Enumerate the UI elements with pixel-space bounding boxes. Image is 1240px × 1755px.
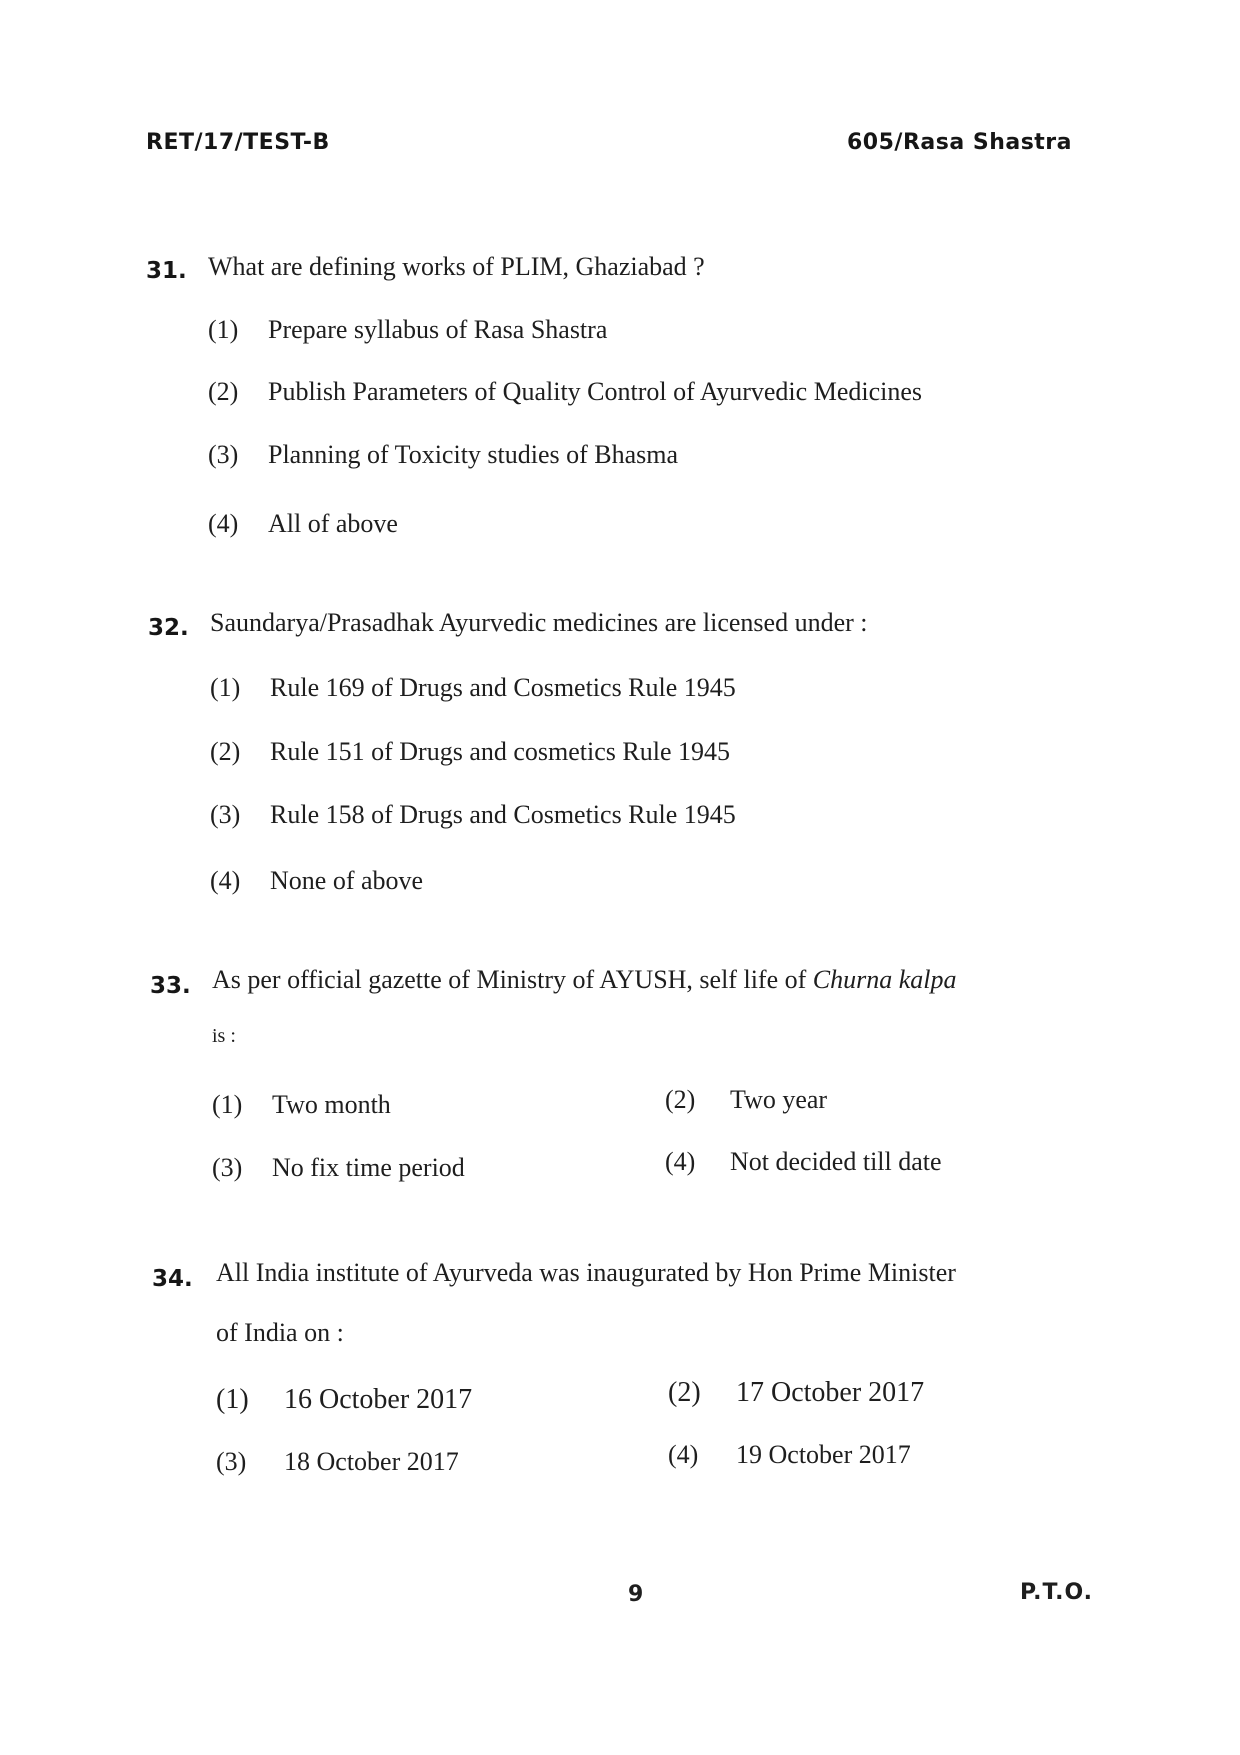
option-number: (2) [668,1377,701,1408]
question-text-italic: Churna kalpa [812,965,957,994]
option-text: No fix time period [272,1153,465,1182]
option-number: (1) [212,1090,243,1119]
option-number: (1) [210,673,241,702]
option-text: 17 October 2017 [736,1377,925,1408]
option-number: (2) [210,737,241,766]
option-number: (3) [212,1153,243,1182]
option-text: Rule 169 of Drugs and Cosmetics Rule 1945 [270,673,736,702]
option-number: (1) [216,1384,249,1415]
option-number: (2) [665,1085,696,1114]
option-text: Publish Parameters of Quality Control of Ayurvedic Medicines [268,377,922,406]
page-number: 9 [628,1582,644,1607]
question-text [212,965,957,995]
option-text: Not decided till date [730,1147,942,1176]
pto-label: P.T.O. [1020,1580,1094,1605]
subject-code: 605/Rasa Shastra [847,130,1073,155]
option-number: (3) [216,1447,247,1476]
question-text: What are defining works of PLIM, Ghaziabad ? [208,252,705,281]
option-text: 19 October 2017 [736,1440,911,1469]
option-number: (3) [208,440,239,469]
question-text-continued: of India on : [216,1318,344,1347]
option-text: All of above [268,509,398,538]
question-number: 32. [148,615,189,641]
question-text: Saundarya/Prasadhak Ayurvedic medicines are licensed under : [210,608,868,637]
option-text: 16 October 2017 [284,1384,473,1415]
option-number: (3) [210,800,241,829]
question-number: 31. [146,258,187,284]
option-text: Rule 158 of Drugs and Cosmetics Rule 1945 [270,800,736,829]
option-number: (4) [665,1147,696,1176]
option-number: (2) [208,377,239,406]
option-text: 18 October 2017 [284,1447,459,1476]
question-number: 33. [150,973,191,999]
option-number: (4) [210,866,241,895]
option-text: Two month [272,1090,391,1119]
option-text: Two year [730,1085,828,1114]
test-code: RET/17/TEST-B [146,130,330,155]
question-number: 34. [152,1266,193,1292]
option-text: Planning of Toxicity studies of Bhasma [268,440,679,469]
option-text: Rule 151 of Drugs and cosmetics Rule 1945 [270,737,730,766]
option-number: (4) [668,1440,699,1469]
option-text: Prepare syllabus of Rasa Shastra [268,315,608,344]
option-text: None of above [270,866,424,895]
question-text: All India institute of Ayurveda was inaugurated by Hon Prime Minister [216,1258,956,1287]
option-number: (1) [208,315,239,344]
question-text-main: As per official gazette of Ministry of AYUSH, self life of [212,965,813,994]
question-text-continued: is : [212,1025,236,1047]
option-number: (4) [208,509,239,538]
